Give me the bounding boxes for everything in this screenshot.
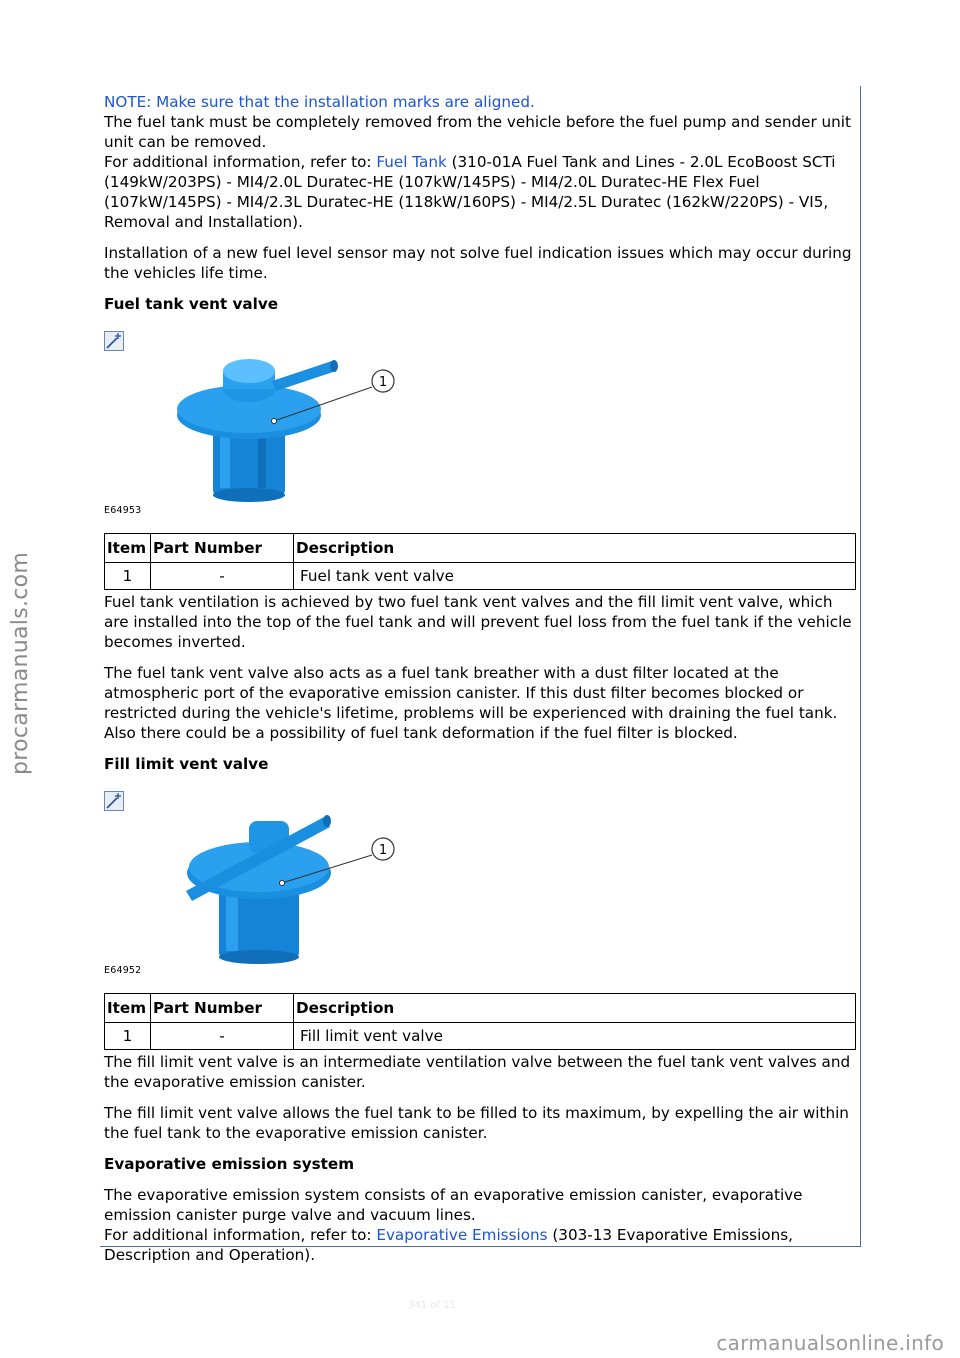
table-row [105,1023,856,1050]
figure-id: E64952 [104,965,142,976]
fill-limit-illustration [164,803,404,968]
table-header-row [105,994,856,1023]
col-part-number: Part Number [151,534,294,563]
cell-description: Fuel tank vent valve [294,563,856,590]
fill-limit-parts-table [104,993,856,1050]
cell-item: 1 [105,1023,151,1050]
col-item: Item [105,994,151,1023]
breather-paragraph: The fuel tank vent valve also acts as a fuel tank breather with a dust filter located at the atmospheric port of the evaporative emission canister. If this dust filter becomes blocked or restricted during the vehicle's lifetime, problems will be experienced with draining the fuel tank. Also there could be a possibility of fuel tank deformation if the fuel filter is blocked. [104,664,838,742]
reference-suffix: (310-01A Fuel Tank and Lines - 2.0L EcoBoost SCTi (149kW/203PS) - MI4/2.0L Duratec-HE (107kW/145PS) - MI4/2.0L Duratec-HE Flex Fuel (107kW/145PS) - MI4/2.3L Duratec-HE (118kW/160PS) - MI4/2.5L Duratec (162kW/220PS) - VI5, Removal and Installation). [104,153,836,231]
page-number: 341 of 11 [408,1300,456,1311]
installation-note: NOTE: Make sure that the installation marks are aligned. [104,93,535,111]
reference-suffix: (303-13 Evaporative Emissions, Description and Operation). [104,1226,793,1264]
cell-description: Fill limit vent valve [294,1023,856,1050]
section-heading-evaporative: Evaporative emission system [104,1155,355,1173]
fill-limit-paragraph-1: The fill limit vent valve is an intermediate ventilation valve between the fuel tank vent valves and the evaporative emission canister. [104,1053,851,1091]
reference-paragraph [104,152,856,232]
removal-paragraph: The fuel tank must be completely removed from the vehicle before the fuel pump and sender unit unit can be removed. [104,113,851,151]
col-description: Description [294,534,856,563]
col-description: Description [294,994,856,1023]
cell-part-number: - [151,563,294,590]
col-part-number: Part Number [151,994,294,1023]
fill-limit-paragraph-2: The fill limit vent valve allows the fuel tank to be filled to its maximum, by expelling the air within the fuel tank to the evaporative emission canister. [104,1104,849,1142]
section-heading-vent-valve: Fuel tank vent valve [104,295,279,313]
sensor-paragraph: Installation of a new fuel level sensor may not solve fuel indication issues which may occur during the vehicles life time. [104,244,852,282]
evaporative-reference [104,1225,856,1265]
cell-item: 1 [105,563,151,590]
reference-prefix: For additional information, refer to: [104,1226,377,1244]
callout-number: 1 [378,375,388,390]
vent-valve-parts-table [104,533,856,590]
cell-part-number: - [151,1023,294,1050]
evaporative-emissions-link[interactable]: Evaporative Emissions [376,1226,548,1244]
fuel-tank-link[interactable]: Fuel Tank [376,153,447,171]
side-watermark: procarmanuals.com [8,551,33,775]
vent-valve-figure [104,325,856,525]
figure-id: E64953 [104,505,142,516]
vent-valve-illustration [164,343,404,503]
ventilation-paragraph: Fuel tank ventilation is achieved by two fuel tank vent valves and the fill limit vent valve, which are installed into the top of the fuel tank and will prevent fuel loss from the fuel tank if the vehicle becomes inverted. [104,593,852,651]
zoom-icon[interactable] [104,791,124,811]
col-item: Item [105,534,151,563]
fill-limit-figure [104,785,856,985]
callout-number: 1 [378,843,388,858]
reference-prefix: For additional information, refer to: [104,153,377,171]
bottom-watermark: carmanualsonline.info [716,1331,944,1355]
section-heading-fill-limit: Fill limit vent valve [104,755,269,773]
document-body [100,86,861,1264]
zoom-icon[interactable] [104,331,124,351]
evaporative-paragraph: The evaporative emission system consists of an evaporative emission canister, evaporative emission canister purge valve and vacuum lines. [104,1186,803,1224]
table-header-row [105,534,856,563]
table-row [105,563,856,590]
